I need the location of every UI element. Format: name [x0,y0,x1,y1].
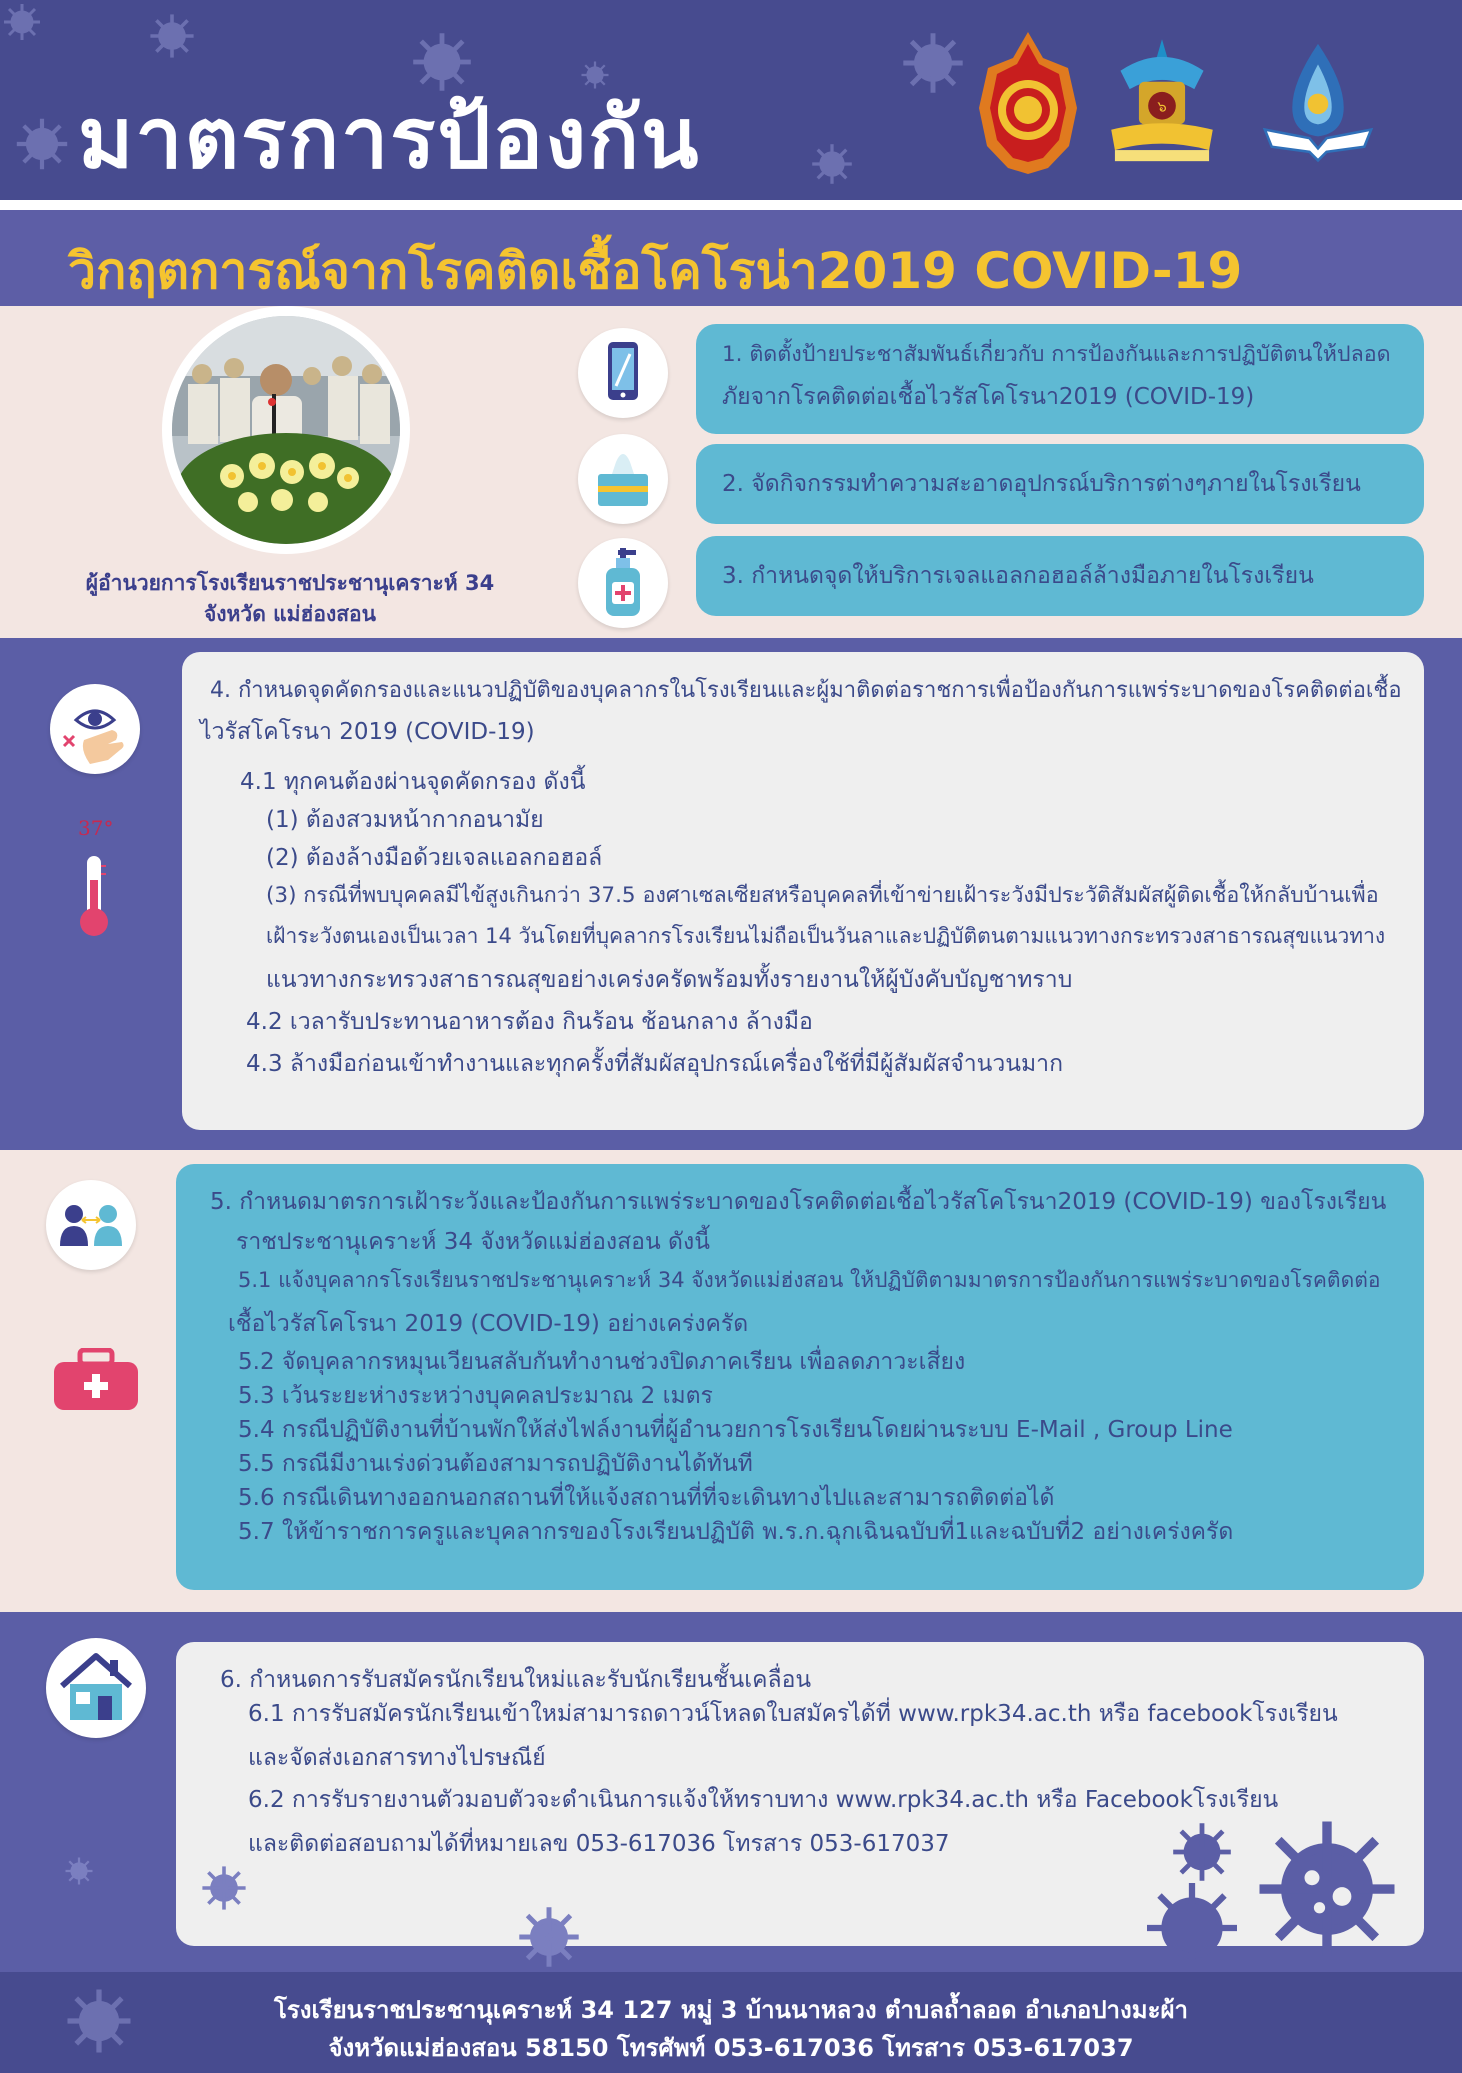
virus-decoration-icon [1170,1820,1234,1884]
page-subtitle: วิกฤตการณ์จากโรคติดเชื้อโคโรน่า2019 COVID-19 [68,242,1243,300]
measure-item-3-label: 3. กำหนดจุดให้บริการเจลแอลกอฮอล์ล้างมือภายในโรงเรียน [722,563,1314,589]
royal-crown-emblem-icon [1102,28,1222,178]
measure-item-1-line2: ภัยจากโรคติดต่อเชื้อไวรัสโคโรนา2019 (COVID-19) [722,384,1255,410]
virus-decoration-icon [810,142,854,186]
director-photo [172,316,400,544]
item-4-1-sub-3-line1: (3) กรณีที่พบบุคคลมีไข้สูงเกินกว่า 37.5 องศาเซลเซียสหรือบุคคลที่เข้าข่ายเฝ้าระวังมีประวัติสัมผัสผู้ติดเชื้อให้กลับบ้านเพื่อ [266,883,1379,908]
virus-decoration-icon [900,30,966,96]
measure-item-1-line1: 1. ติดตั้งป้ายประชาสัมพันธ์เกี่ยวกับ การป้องกันและการปฏิบัติตนให้ปลอด [722,342,1391,367]
virus-decoration-icon [148,12,196,60]
thermometer-icon [76,854,112,938]
director-photo-frame [162,306,410,554]
item-4-1-sub-3-line2: เฝ้าระวังตนเองเป็นเวลา 14 วันโดยที่บุคลากรโรงเรียนไม่ถือเป็นวันลาและปฏิบัติตนตามแนวทางกระทรวงสาธารณสุขแนวทาง [266,924,1386,948]
item-5-4: 5.4 กรณีปฏิบัติงานที่บ้านพักให้ส่งไฟล์งานที่ผู้อำนวยการโรงเรียนโดยผ่านระบบ E-Mail , Group Line [238,1417,1233,1443]
social-distance-icon [46,1180,136,1270]
footer-address-line1: โรงเรียนราชประชานุเคราะห์ 34 127 หมู่ 3 บ้านนาหลวง ตำบลถ้ำลอด อำเภอปางมะผ้า [273,1996,1188,2024]
eye-hand-icon [50,684,140,774]
item-6-1-line2: และจัดส่งเอกสารทางไปรษณีย์ [248,1745,546,1771]
measure-item-1 [696,324,1424,434]
virus-decoration-icon [64,1856,94,1886]
section-screening [0,638,1462,1150]
first-aid-kit-icon [52,1348,140,1412]
footer [0,1972,1462,2073]
item-5-7: 5.7 ให้ข้าราชการครูและบุคลากรของโรงเรียนปฏิบัติ พ.ร.ก.ฉุกเฉินฉบับที่1และฉบับที่2 อย่างเคร่งครัด [238,1519,1234,1545]
tissue-box-icon [578,434,668,524]
ministry-of-education-logo-icon [968,28,1088,178]
measure-item-2-label: 2. จัดกิจกรรมทำความสะอาดอุปกรณ์บริการต่างๆภายในโรงเรียน [722,471,1361,497]
item-5-5: 5.5 กรณีมีงานเร่งด่วนต้องสามารถปฏิบัติงานได้ทันที [238,1451,753,1477]
director-caption-line1: ผู้อำนวยการโรงเรียนราชประชานุเคราะห์ 34 [85,571,495,595]
item-4-1-sub-3-line3: แนวทางกระทรวงสาธารณสุขอย่างเคร่งครัดพร้อมทั้งรายงานให้ผู้บังคับบัญชาทราบ [266,967,1073,993]
section-enrollment [0,1612,1462,1972]
virus-decoration-icon [1142,1878,1242,1972]
section4-heading-line2: ไวรัสโคโรนา 2019 (COVID-19) [200,719,535,745]
item-5-2: 5.2 จัดบุคลากรหมุนเวียนสลับกันทำงานช่วงปิดภาคเรียน เพื่อลดภาวะเสี่ยง [238,1349,966,1375]
home-icon [46,1638,146,1738]
temperature-label: 37° [78,816,114,840]
special-education-emblem-icon [1258,28,1378,178]
header-divider [0,200,1462,210]
item-5-1-line1: 5.1 แจ้งบุคลากรโรงเรียนราชประชานุเคราะห์ 34 จังหวัดแม่ฮ่งสอน ให้ปฏิบัติตามมาตรการป้องกันการแพร่ระบาดของโรคติดต่อ [238,1268,1381,1292]
header-banner [0,0,1462,200]
section4-heading-line1: 4. กำหนดจุดคัดกรองและแนวปฏิบัติของบุคลากรในโรงเรียนและผู้มาติดต่อราชการเพื่อป้องกันการแพร่ระบาดของโรคติดต่อเชื้อ [210,678,1402,703]
phone-icon [578,328,668,418]
item-5-3: 5.3 เว้นระยะห่างระหว่างบุคคลประมาณ 2 เมตร [238,1383,713,1409]
item-6-1-line1: 6.1 การรับสมัครนักเรียนเข้าใหม่สามารถดาวน์โหลดใบสมัครได้ที่ www.rpk34.ac.th หรือ facebookโรงเรียน [248,1701,1338,1727]
item-5-6: 5.6 กรณีเดินทางออกนอกสถานที่ให้แจ้งสถานที่ที่จะเดินทางไปและสามารถติดต่อได้ [238,1485,1055,1511]
section6-heading: 6. กำหนดการรับสมัครนักเรียนใหม่และรับนักเรียนชั้นเคลื่อน [220,1667,812,1693]
item-4-3: 4.3 ล้างมือก่อนเข้าทำงานและทุกครั้งที่สัมผัสอุปกรณ์เครื่องใช้ที่มีผู้สัมผัสจำนวนมาก [246,1051,1063,1077]
measure-item-3 [696,536,1424,616]
footer-address-line2: จังหวัดแม่ฮ่องสอน 58150 โทรศัพท์ 053-617036 โทรสาร 053-617037 [328,2034,1134,2062]
measure-item-2 [696,444,1424,524]
hand-sanitizer-icon [578,538,668,628]
item-4-1-sub-2: (2) ต้องล้างมือด้วยเจลแอลกอฮอล์ [266,845,603,871]
section-surveillance [0,1150,1462,1612]
svg-text:๖: ๖ [1157,98,1167,116]
enrollment-card [176,1642,1424,1946]
director-caption-line2: จังหวัด แม่ฮ่องสอน [204,602,376,626]
virus-decoration-icon [516,1904,582,1970]
virus-decoration-icon [2,2,42,42]
item-4-1-sub-1: (1) ต้องสวมหน้ากากอนามัย [266,807,544,833]
item-6-2-line1: 6.2 การรับรายงานตัวมอบตัวจะดำเนินการแจ้งให้ทราบทาง www.rpk34.ac.th หรือ Facebookโรงเรียน [248,1787,1279,1813]
virus-decoration-icon [1252,1814,1402,1964]
section-director-measures [0,306,1462,638]
director-caption [60,568,520,630]
section5-heading-line2: ราชประชานุเคราะห์ 34 จังหวัดแม่ฮ่องสอน ดังนี้ [236,1229,710,1255]
surveillance-card [176,1164,1424,1590]
subtitle-bar [0,210,1462,306]
item-4-1: 4.1 ทุกคนต้องผ่านจุดคัดกรอง ดังนี้ [240,769,586,795]
item-5-1-line2: เชื้อไวรัสโคโรนา 2019 (COVID-19) อย่างเคร่งครัด [228,1311,749,1337]
item-4-2: 4.2 เวลารับประทานอาหารต้อง กินร้อน ช้อนกลาง ล้างมือ [246,1009,813,1035]
virus-decoration-icon [200,1864,248,1912]
screening-card [182,652,1424,1130]
section5-heading-line1: 5. กำหนดมาตรการเฝ้าระวังและป้องกันการแพร่ระบาดของโรคติดต่อเชื้อไวรัสโคโรนา2019 (COVID-19) ของโรงเรียน [210,1189,1387,1215]
item-6-2-line2: และติดต่อสอบถามได้ที่หมายเลข 053-617036 โทรสาร 053-617037 [248,1831,950,1857]
page-title: มาตรการป้องกัน [78,89,701,187]
virus-decoration-icon [14,116,70,172]
